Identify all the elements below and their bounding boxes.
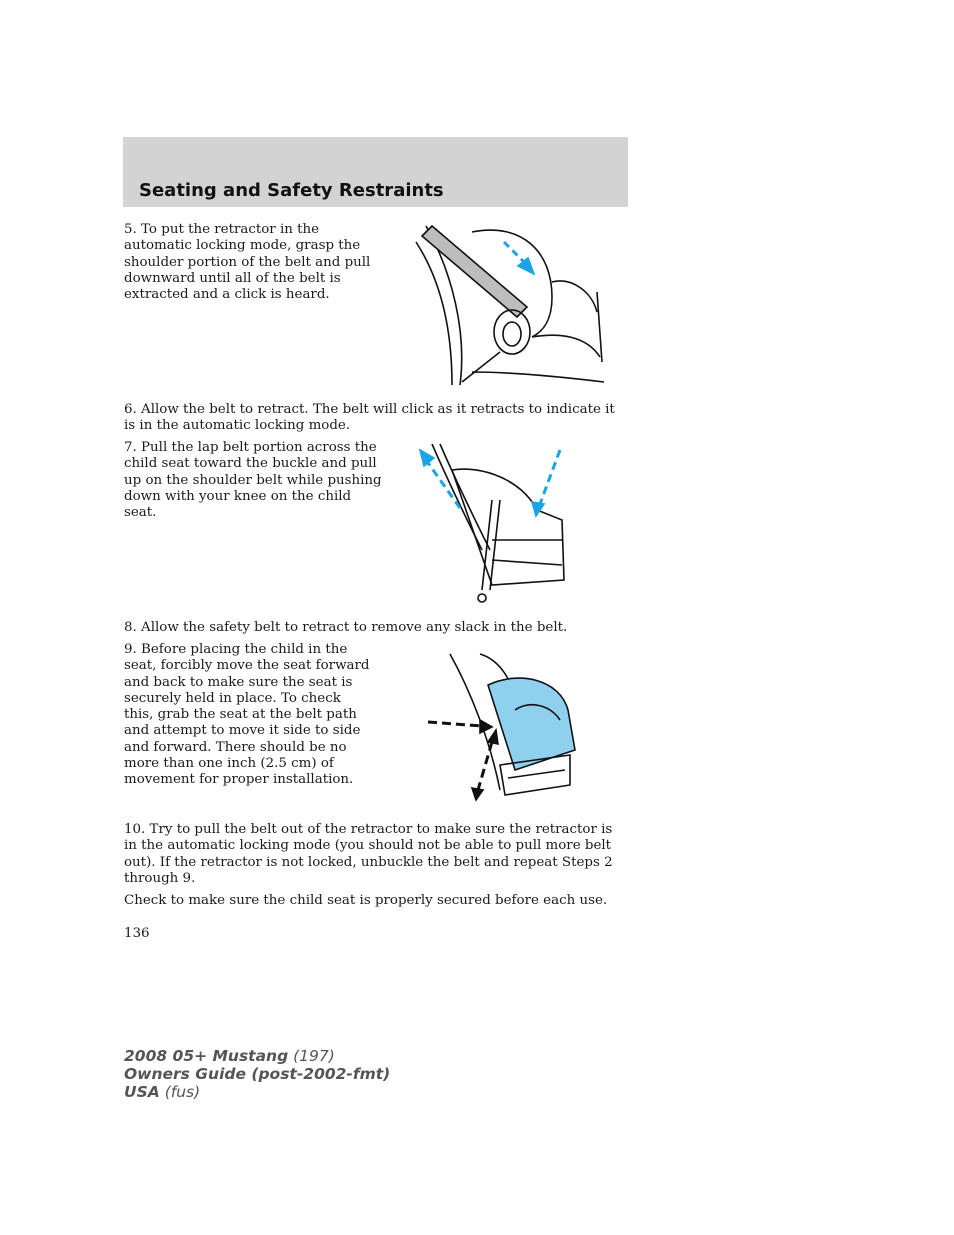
footer-model: 2008 05+ Mustang <box>124 1047 289 1065</box>
step-10-text: 10. Try to pull the belt out of the retractor to make sure the retractor is in the automatic locking mode (you should not be able to pull more belt out). If the retractor is not locked, unbuckle the belt and repeat Steps 2 through 9. <box>124 822 613 886</box>
section-title: Seating and Safety Restraints <box>139 180 444 201</box>
step-5-text: 5. To put the retractor in the automatic locking mode, grasp the shoulder portion of the belt and pull downward until all of the belt is extracted and a click is heard. <box>124 222 371 303</box>
footer-line-3 <box>124 1083 390 1101</box>
footer-market-code: (fus) <box>164 1083 201 1101</box>
final-check-text: Check to make sure the child seat is properly secured before each use. <box>124 893 608 908</box>
footer-model-code: (197) <box>293 1047 335 1065</box>
footer-line-1 <box>124 1047 390 1065</box>
lap-belt-pull-illustration <box>412 440 577 605</box>
section-header-band <box>123 137 628 207</box>
step-8-text: 8. Allow the safety belt to retract to remove any slack in the belt. <box>124 620 568 635</box>
footer-line-2 <box>124 1065 390 1083</box>
step-9-text: 9. Before placing the child in the seat, forcibly move the seat forward and back to make sure the seat is securely held in place. To check this, grab the seat at the belt path and attempt to move it side to side and forward. There should be no more than one inch (2.5 cm) of movement for proper installation. <box>124 642 370 788</box>
retractor-pull-illustration <box>412 222 607 387</box>
step-6-text: 6. Allow the belt to retract. The belt will click as it retracts to indicate it is in the automatic locking mode. <box>124 402 615 434</box>
step-7-text: 7. Pull the lap belt portion across the child seat toward the buckle and pull up on the shoulder belt while pushing down with your knee on the child seat. <box>124 440 382 521</box>
document-footer <box>124 1047 390 1101</box>
page-number: 136 <box>124 926 150 941</box>
seat-movement-check-illustration <box>420 650 580 805</box>
footer-market: USA <box>124 1083 160 1101</box>
footer-guide-type: Owners Guide (post-2002-fmt) <box>124 1065 391 1083</box>
